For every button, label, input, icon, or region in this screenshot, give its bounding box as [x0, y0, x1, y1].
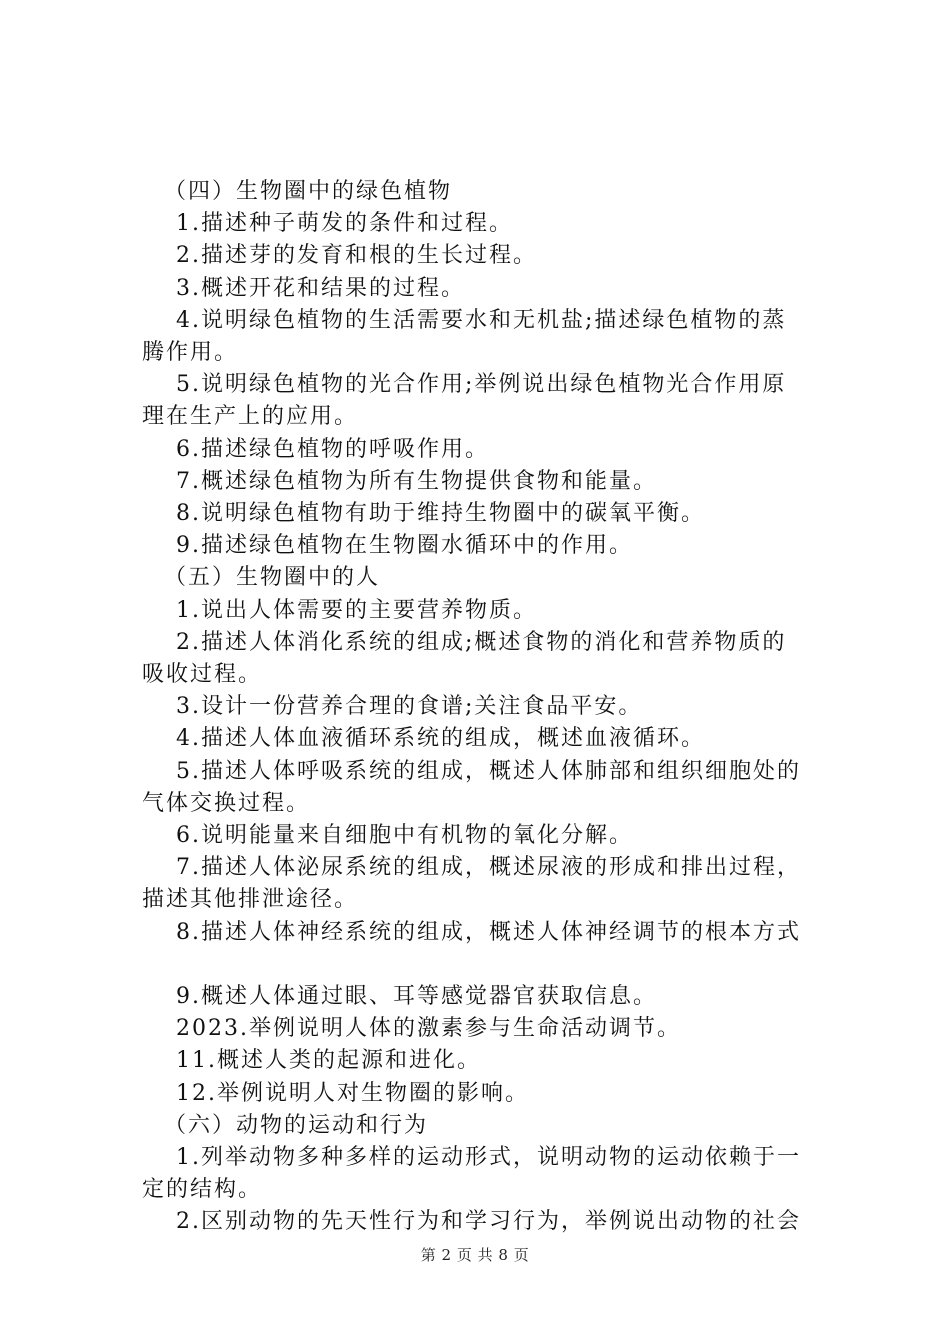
- list-item-continuation: 理在生产上的应用。: [142, 404, 359, 430]
- list-item: 7.概述绿色植物为所有生物提供食物和能量。: [176, 468, 657, 494]
- list-item: 8.描述人体神经系统的组成，概述人体神经调节的根本方式: [176, 919, 801, 945]
- list-item: 2.描述芽的发育和根的生长过程。: [176, 243, 537, 269]
- list-item: 5.描述人体呼吸系统的组成，概述人体肺部和组织细胞处的: [176, 758, 801, 784]
- list-item: 9.概述人体通过眼、耳等感觉器官获取信息。: [176, 984, 657, 1010]
- section-heading: （五）生物圈中的人: [164, 565, 381, 591]
- list-item: 1.描述种子萌发的条件和过程。: [176, 211, 513, 237]
- list-item: 7.描述人体泌尿系统的组成，概述尿液的形成和排出过程，: [176, 855, 801, 881]
- list-item: 11.概述人类的起源和进化。: [176, 1048, 481, 1074]
- list-item: 1.说出人体需要的主要营养物质。: [176, 597, 537, 623]
- list-item-continuation: 描述其他排泄途径。: [142, 887, 359, 913]
- section-heading: （四）生物圈中的绿色植物: [164, 179, 453, 204]
- list-item: 12.举例说明人对生物圈的影响。: [176, 1080, 529, 1106]
- list-item: 4.描述人体血液循环系统的组成，概述血液循环。: [176, 726, 705, 752]
- blank-line: [142, 949, 832, 981]
- list-item: 3.概述开花和结果的过程。: [176, 275, 465, 301]
- list-item: 2023.举例说明人体的激素参与生命活动调节。: [176, 1016, 681, 1042]
- list-item: 6.描述绿色植物的呼吸作用。: [176, 436, 489, 462]
- list-item: 8.说明绿色植物有助于维持生物圈中的碳氧平衡。: [176, 501, 705, 527]
- list-item: 9.描述绿色植物在生物圈水循环中的作用。: [176, 533, 633, 559]
- list-item: 3.设计一份营养合理的食谱;关注食品平安。: [176, 694, 643, 720]
- list-item-continuation: 吸收过程。: [142, 662, 263, 688]
- list-item-continuation: 气体交换过程。: [142, 790, 311, 816]
- list-item: 1.列举动物多种多样的运动形式，说明动物的运动依赖于一: [176, 1145, 801, 1171]
- list-item: 4.说明绿色植物的生活需要水和无机盐;描述绿色植物的蒸: [176, 307, 787, 333]
- list-item: 2.描述人体消化系统的组成;概述食物的消化和营养物质的: [176, 629, 787, 655]
- document-body: [142, 176, 832, 1239]
- section-heading: （六）动物的运动和行为: [164, 1112, 429, 1138]
- page-number-footer: 第 2 页 共 8 页: [420, 1246, 530, 1264]
- list-item-continuation: 定的结构。: [142, 1177, 263, 1203]
- list-item: 6.说明能量来自细胞中有机物的氧化分解。: [176, 823, 633, 849]
- list-item-continuation: 腾作用。: [142, 340, 239, 366]
- list-item: 2.区别动物的先天性行为和学习行为，举例说出动物的社会: [176, 1209, 801, 1235]
- list-item: 5.说明绿色植物的光合作用;举例说出绿色植物光合作用原: [176, 372, 787, 398]
